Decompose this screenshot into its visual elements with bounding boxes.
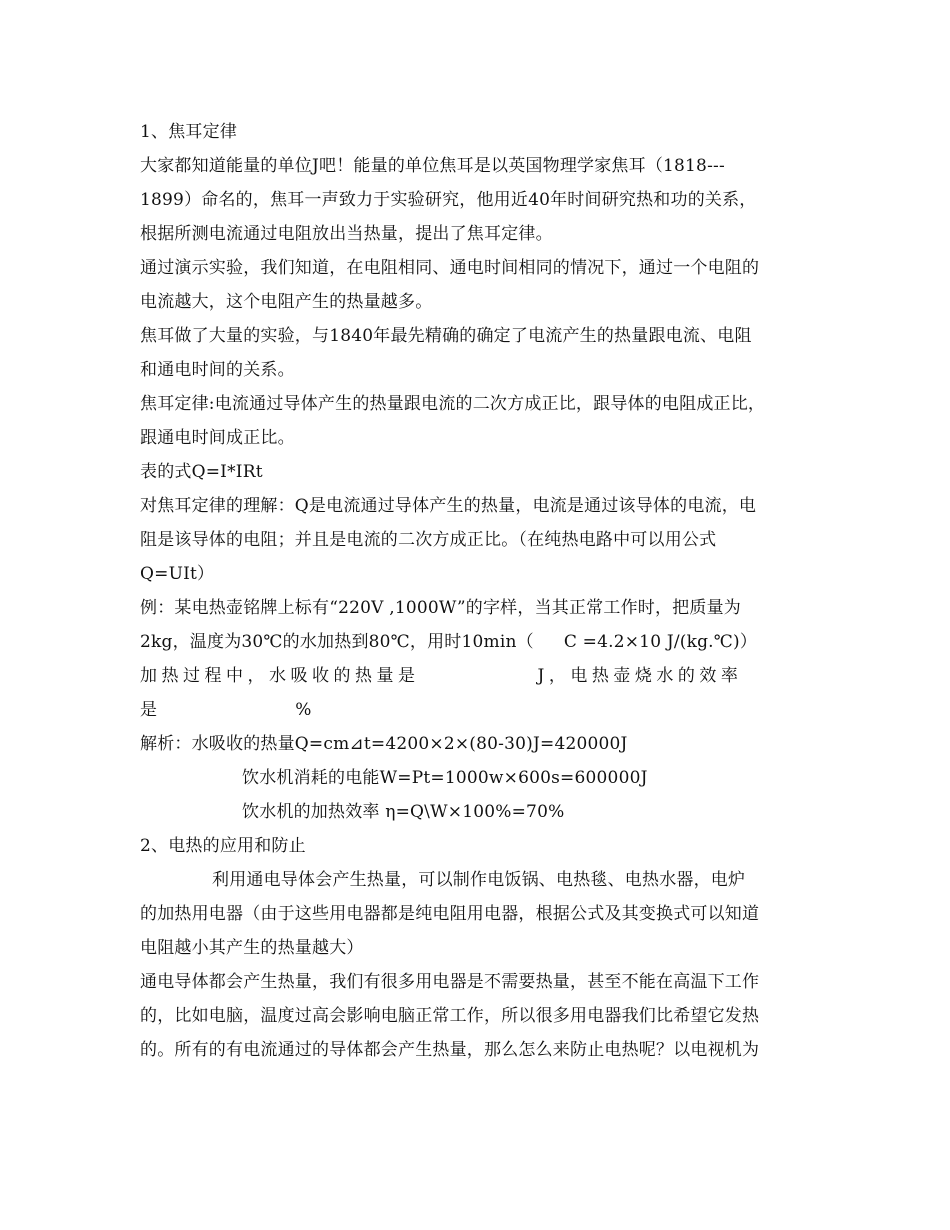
paragraph-line: 的加热用电器（由于这些用电器都是纯电阻用电器，根据公式及其变换式可以知道: [140, 904, 760, 924]
paragraph-line: 焦耳定律:电流通过导体产生的热量跟电流的二次方成正比，跟导体的电阻成正比，: [140, 394, 766, 414]
paragraph-line: 对焦耳定律的理解：Q是电流通过导体产生的热量，电流是通过该导体的电流，电: [140, 496, 757, 516]
solution-line: 饮水机消耗的电能W=Pt=1000w×600s=600000J: [242, 768, 648, 788]
formula-line: 表的式Q=I*IRt: [140, 462, 263, 482]
paragraph-line: 电阻越小其产生的热量越大）: [140, 938, 364, 958]
example-text: J，电热壶烧水的效率: [537, 666, 743, 686]
paragraph-line: Q=UIt）: [140, 564, 215, 584]
paragraph-line: 通过演示实验，我们知道，在电阻相同、通电时间相同的情况下，通过一个电阻的: [140, 258, 760, 278]
section-heading-joule-law: 1、焦耳定律: [140, 122, 238, 142]
paragraph-line: 的，比如电脑，温度过高会影响电脑正常工作，所以很多用电器我们比希望它发热: [140, 1006, 760, 1026]
example-text: 是: [140, 700, 158, 720]
example-text: 2kg，温度为30℃的水加热到80℃，用时10min（: [140, 632, 534, 652]
section-heading-applications: 2、电热的应用和防止: [140, 836, 306, 856]
document-body: [140, 115, 820, 1067]
paragraph-line: 大家都知道能量的单位J吧！能量的单位焦耳是以英国物理学家焦耳（1818---: [140, 156, 725, 176]
example-line: [140, 625, 820, 659]
paragraph-line: 1899）命名的，焦耳一声致力于实验研究，他用近40年时间研究热和功的关系，: [140, 190, 757, 210]
paragraph-line: 电流越大，这个电阻产生的热量越多。: [140, 292, 433, 312]
example-line: [140, 693, 820, 727]
paragraph-line: 阻是该导体的电阻；并且是电流的二次方成正比。（在纯热电路中可以用公式: [140, 530, 717, 550]
paragraph-line: 的。所有的有电流通过的导体都会产生热量，那么怎么来防止电热呢？以电视机为: [140, 1040, 760, 1060]
paragraph-line: 通电导体都会产生热量，我们有很多用电器是不需要热量，甚至不能在高温下工作: [140, 972, 760, 992]
paragraph-line: 利用通电导体会产生热量，可以制作电饭锅、电热毯、电热水器，电炉: [212, 870, 746, 890]
solution-line: 饮水机的加热效率 η=Q\W×100%=70%: [242, 802, 565, 822]
example-text: %: [295, 700, 312, 720]
paragraph-line: 和通电时间的关系。: [140, 360, 295, 380]
example-line: 例：某电热壶铭牌上标有“220V ,1000W”的字样，当其正常工作时，把质量为: [140, 598, 741, 618]
example-text: 加热过程中，水吸收的热量是: [140, 666, 420, 686]
example-text: C =4.2×10 J/(kg.℃)）: [563, 632, 758, 652]
example-line: [140, 659, 820, 693]
paragraph-line: 根据所测电流通过电阻放出当热量，提出了焦耳定律。: [140, 224, 553, 244]
paragraph-line: 焦耳做了大量的实验，与1840年最先精确的确定了电流产生的热量跟电流、电阻: [140, 326, 752, 346]
paragraph-line: 跟通电时间成正比。: [140, 428, 295, 448]
solution-line: 解析：水吸收的热量Q=cm⊿t=4200×2×(80-30)J=420000J: [140, 734, 628, 754]
